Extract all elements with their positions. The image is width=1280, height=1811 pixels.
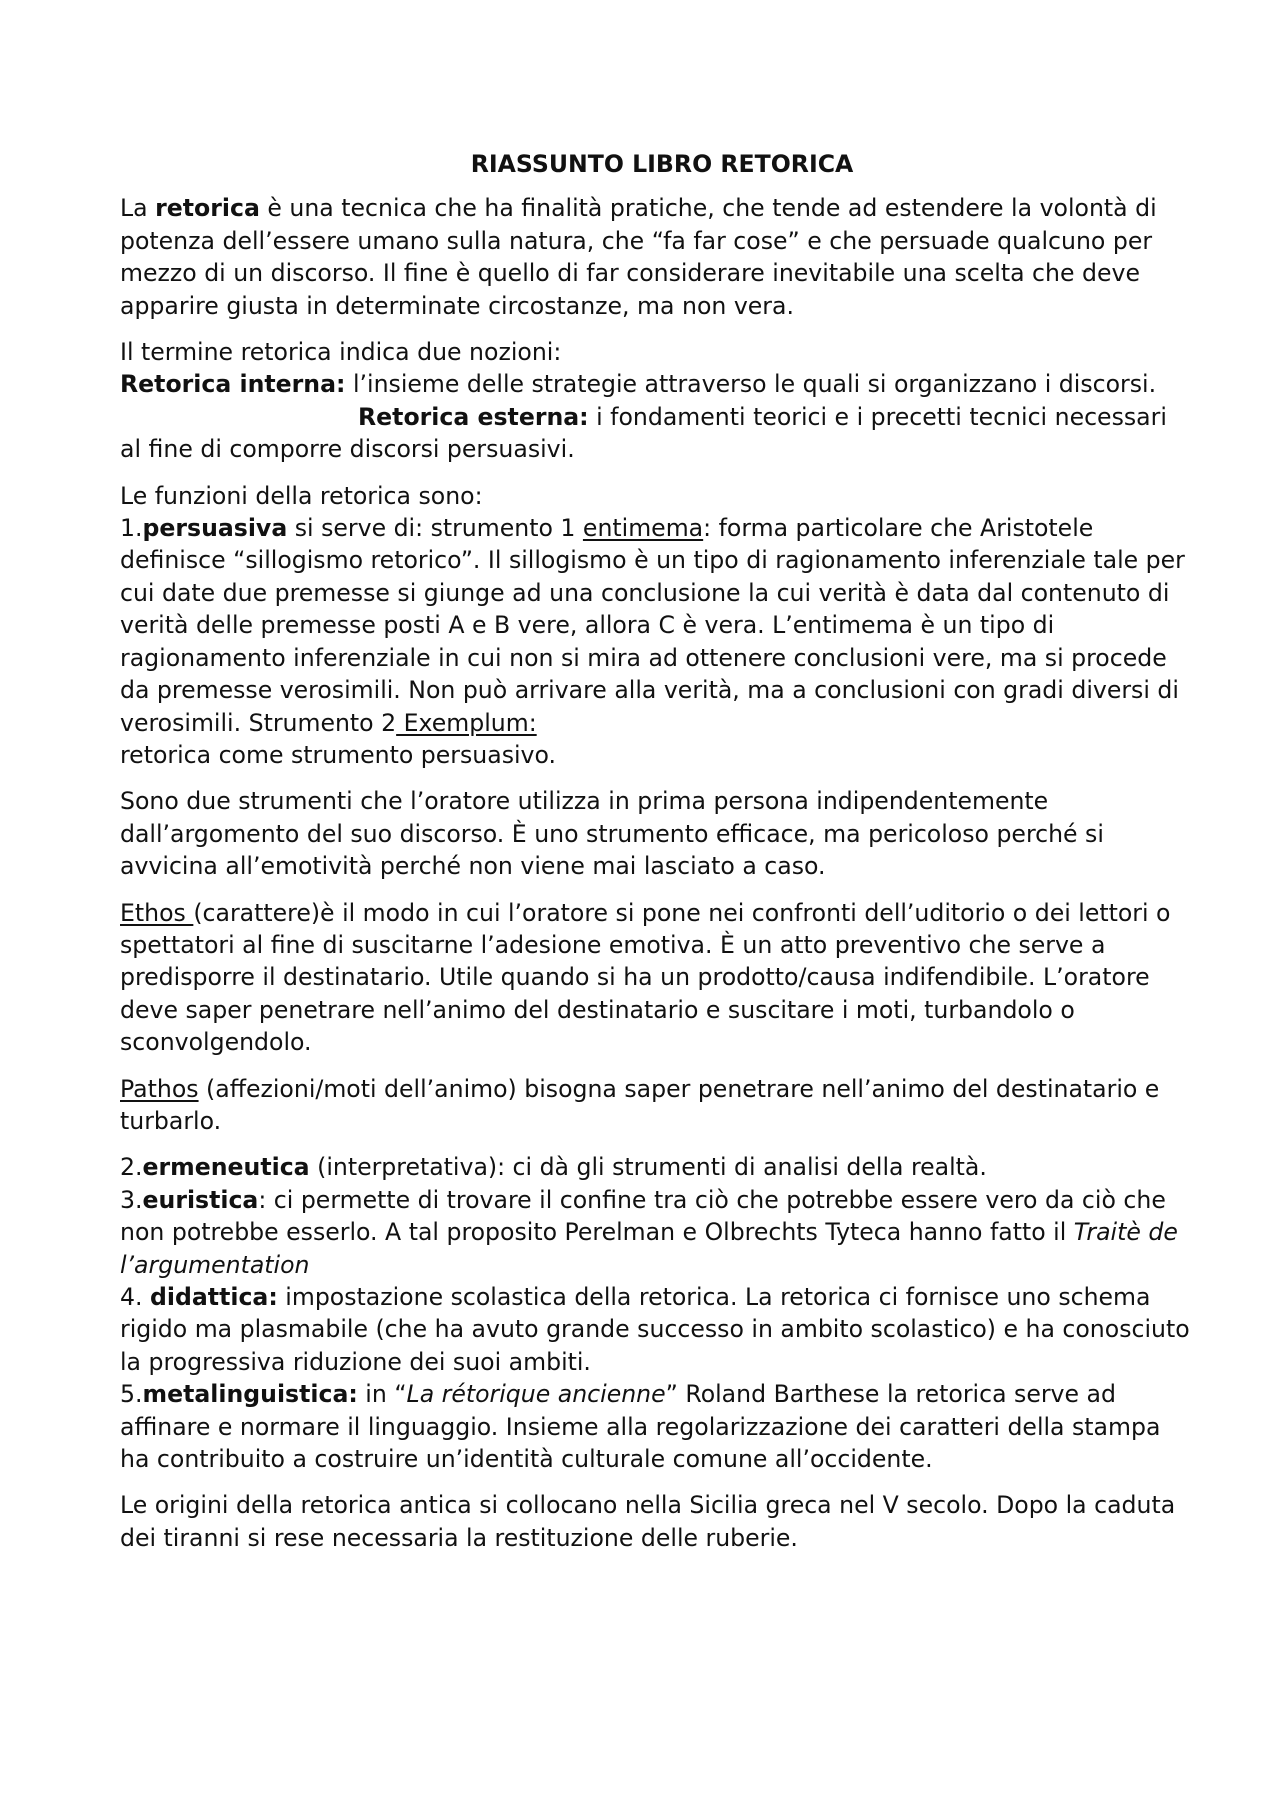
funzione-1-number: 1. <box>120 514 143 543</box>
nozioni-lead: Il termine retorica indica due nozioni: <box>120 338 562 367</box>
retorica-interna-label: Retorica interna: <box>120 370 346 399</box>
pathos-term: Pathos <box>120 1074 199 1103</box>
funzione-1-text-a: si serve di: strumento 1 <box>287 514 583 543</box>
funzioni-lead: Le funzioni della retorica sono: <box>120 481 483 510</box>
funzione-3-text: : ci permette di trovare il confine tra ciò che potrebbe essere vero da ciò che non potrebbe esserlo. A tal proposito Perelman e Olbrechts Tyteca hanno fatto il <box>120 1185 1166 1247</box>
intro-bold-term: retorica <box>155 194 260 223</box>
rhetorique-title: La rétorique ancienne <box>406 1380 666 1409</box>
origini-paragraph: Le origini della retorica antica si collocano nella Sicilia greca nel V secolo. Dopo la caduta dei tiranni si rese necessaria la restituzione delle ruberie. <box>120 1491 1176 1552</box>
funzione-2-label: ermeneutica <box>142 1153 310 1182</box>
intro-paragraph <box>120 192 1190 322</box>
funzioni-paragraph <box>120 480 1190 772</box>
funzione-2-text: (interpretativa): ci dà gli strumenti di analisi della realtà. <box>309 1153 987 1182</box>
intro-text-start: La <box>120 194 156 223</box>
nozioni-paragraph <box>120 336 1190 466</box>
funzione-5-text-a: in “ <box>357 1380 407 1409</box>
funzione-1-text-b: : forma particolare che Aristotele definisce “sillogismo retorico”. Il sillogismo è un tipo di ragionamento inferenziale tale per cui date due premesse si giunge ad una conclusione la cui verità è data dal contenuto di verità delle premesse posti A e B vere, allora C è vera. L’entimema è un tipo di ragionamento inferenziale in cui non si mira ad ottenere conclusioni vere, ma si procede da premesse verosimili. Non può arrivare alla verità, ma a conclusioni con gradi diversi di verosimili. Strumento 2 <box>120 514 1185 737</box>
pathos-text: (affezioni/moti dell’animo) bisogna saper penetrare nell’animo del destinatario e turbarlo. <box>120 1074 1160 1135</box>
traite-title: Traitè de l’argumentation <box>120 1218 1178 1279</box>
retorica-esterna-label: Retorica esterna: <box>358 402 589 431</box>
funzione-2-number: 2. <box>120 1153 143 1182</box>
funzione-1-text-c: retorica come strumento persuasivo. <box>120 740 557 769</box>
page-title: RIASSUNTO LIBRO RETORICA <box>470 150 854 178</box>
ethos-paragraph <box>120 897 1190 1059</box>
retorica-interna-text: l’insieme delle strategie attraverso le quali si organizzano i discorsi. <box>345 370 1157 399</box>
exemplum-term: Exemplum: <box>396 708 537 737</box>
funzione-4-number: 4. <box>120 1283 151 1311</box>
ethos-text: (carattere)è il modo in cui l’oratore si pone nei confronti dell’uditorio o dei lettori o spettatori al fine di suscitarne l’adesione emotiva. È un atto preventivo che serve a predisporre il destinatario. Utile quando si ha un prodotto/causa indifendibile. L’oratore deve saper penetrare nell’animo del destinatario e suscitare i moti, turbandolo o sconvolgendolo. <box>120 898 1171 1057</box>
funzione-3-label: euristica <box>142 1185 259 1214</box>
altre-funzioni-paragraph <box>120 1151 1190 1475</box>
strumenti-paragraph: Sono due strumenti che l’oratore utilizza in prima persona indipendentemente dall’argomento del suo discorso. È uno strumento efficace, ma pericoloso perché si avvicina all’emotività perché non viene mai lasciato a caso. <box>120 787 1104 881</box>
funzione-5-label: metalinguistica: <box>142 1380 358 1409</box>
intro-text-rest: è una tecnica che ha finalità pratiche, che tende ad estendere la volontà di potenza dell’essere umano sulla natura, che “fa far cose” e che persuade qualcuno per mezzo di un discorso. Il fine è quello di far considerare inevitabile una scelta che deve apparire giusta in determinate circostanze, ma non vera. <box>120 194 1157 320</box>
funzione-5-number: 5. <box>120 1380 143 1409</box>
pathos-paragraph <box>120 1073 1190 1138</box>
funzione-1-label: persuasiva <box>142 514 288 543</box>
retorica-esterna-text: i fondamenti teorici e i precetti tecnici necessari al fine di comporre discorsi persuasivi. <box>120 402 1167 464</box>
funzione-3-number: 3. <box>120 1185 143 1214</box>
funzione-4-label: didattica: <box>150 1283 278 1311</box>
funzione-4-text: impostazione scolastica della retorica. La retorica ci fornisce uno schema rigido ma plasmabile (che ha avuto grande successo in ambito scolastico) e ha conosciuto la progressiva riduzione dei suoi ambiti. <box>120 1283 1190 1376</box>
document-body <box>120 148 1190 1568</box>
ethos-term: Ethos <box>120 898 194 927</box>
funzione-5-text-b: ” Roland Barthese la retorica serve ad affinare e normare il linguaggio. Insieme alla regolarizzazione dei caratteri della stampa ha contribuito a costruire un’identità culturale comune all’occidente. <box>120 1380 1161 1474</box>
entimema-term: entimema <box>582 514 704 543</box>
